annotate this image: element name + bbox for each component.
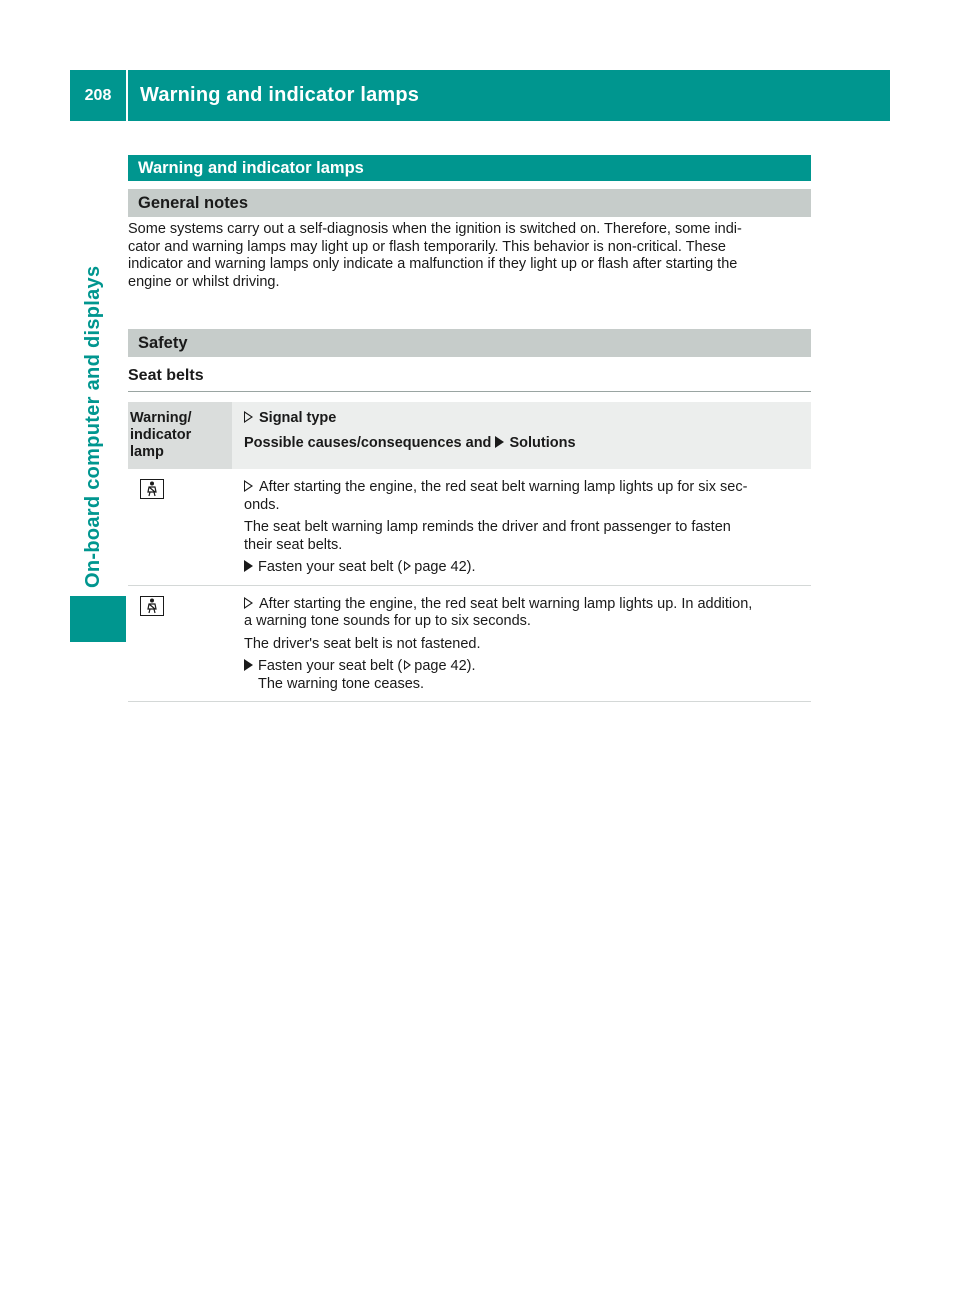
- header-title: Warning and indicator lamps: [140, 84, 420, 106]
- signal-text: After starting the engine, the red seat belt warning lamp lights up for six sec-: [259, 479, 748, 495]
- signal-line: [244, 596, 807, 614]
- page-ref-icon: [404, 660, 411, 670]
- column-header-line: Warning/: [130, 410, 192, 426]
- signal-line: a warning tone sounds for up to six seconds.: [244, 613, 531, 629]
- header-divider: [126, 70, 128, 121]
- cause-line: their seat belts.: [244, 536, 343, 553]
- page-header: [70, 70, 890, 121]
- action-line: [244, 559, 807, 577]
- table-row: [128, 469, 811, 585]
- description-cell: [232, 585, 811, 702]
- signal-line: [244, 479, 807, 497]
- page-number: 208: [84, 86, 112, 104]
- signal-type-icon: [244, 411, 253, 423]
- action-text: Fasten your seat belt (: [258, 559, 403, 575]
- signal-line: onds.: [244, 496, 280, 513]
- general-notes-title: General notes: [128, 189, 811, 217]
- general-notes-text: [128, 221, 811, 291]
- main-content: [128, 155, 811, 702]
- lamp-cell: [128, 469, 232, 585]
- general-notes-line: engine or whilst driving.: [128, 273, 280, 290]
- signal-type-header: [244, 410, 807, 427]
- causes-label: Possible causes/consequences and: [244, 435, 492, 451]
- signal-type-label: Signal type: [259, 410, 337, 426]
- action-text: Fasten your seat belt (: [258, 658, 403, 674]
- description-cell: [232, 469, 811, 585]
- cause-line: The driver's seat belt is not fastened.: [244, 635, 481, 652]
- causes-solutions-header: [244, 435, 807, 452]
- general-notes-line: cator and warning lamps may light up or flash temporarily. This behavior is non-critical. These: [128, 238, 726, 255]
- signal-type-icon: [244, 597, 253, 609]
- safety-title: Safety: [128, 329, 811, 357]
- action-followup: The warning tone ceases.: [258, 675, 425, 692]
- cause-line: The seat belt warning lamp reminds the driver and front passenger to fasten: [244, 519, 731, 535]
- solution-arrow-icon: [495, 436, 504, 448]
- table-row: [128, 585, 811, 702]
- side-tab-block: [70, 596, 126, 642]
- solution-arrow-icon: [244, 659, 253, 671]
- seatbelt-icon: [140, 596, 164, 616]
- column-header-lamp: [128, 402, 232, 469]
- general-notes-line: indicator and warning lamps only indicate a malfunction if they light up or flash after starting the: [128, 256, 738, 272]
- section-title: Warning and indicator lamps: [128, 155, 811, 181]
- warning-lamps-table: [128, 402, 811, 702]
- action-line: [244, 658, 807, 676]
- table-header-row: [128, 402, 811, 469]
- general-notes-line: Some systems carry out a self-diagnosis when the ignition is switched on. Therefore, some indi-: [128, 221, 742, 237]
- column-header-line: lamp: [130, 444, 164, 460]
- page-ref-icon: [404, 561, 411, 571]
- seat-belts-heading: Seat belts: [128, 367, 811, 392]
- solutions-label: Solutions: [509, 435, 576, 451]
- column-header-line: indicator: [130, 427, 192, 443]
- column-header-signal: [232, 402, 811, 469]
- lamp-cell: [128, 585, 232, 702]
- seatbelt-icon: [140, 479, 164, 499]
- signal-type-icon: [244, 480, 253, 492]
- side-tab-label: On-board computer and displays: [82, 265, 104, 588]
- page-reference-link[interactable]: page 42).: [414, 658, 476, 674]
- page-reference-link[interactable]: page 42).: [414, 559, 476, 575]
- solution-arrow-icon: [244, 560, 253, 572]
- signal-text: After starting the engine, the red seat belt warning lamp lights up. In addition,: [259, 595, 753, 612]
